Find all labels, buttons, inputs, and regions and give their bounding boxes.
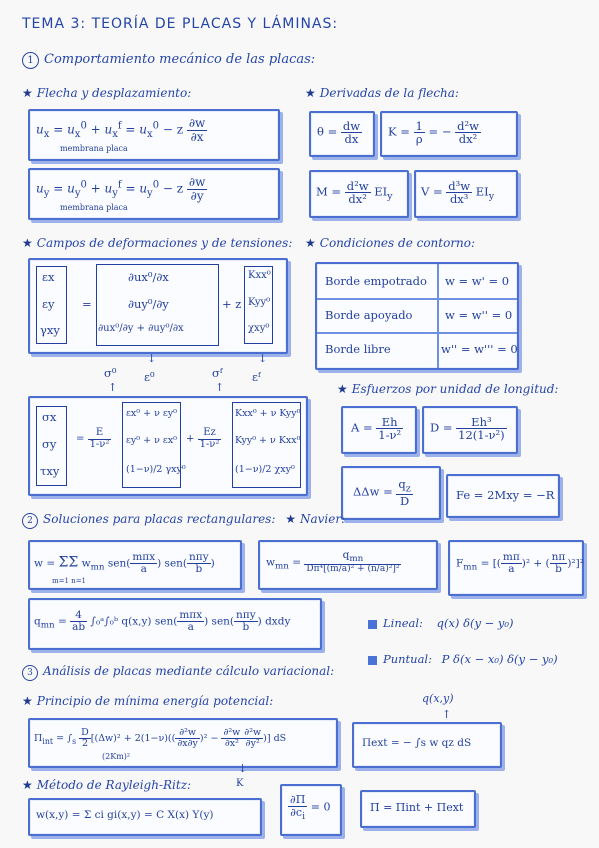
table-divider <box>317 298 517 300</box>
campos-heading <box>22 236 292 250</box>
sig-m-1: εx⁰ + ν εy⁰ <box>126 408 177 419</box>
derivadas-label: Derivadas de la flecha: <box>319 86 459 100</box>
stationary-box <box>280 784 342 836</box>
ptotal-box <box>360 790 476 828</box>
d-box <box>422 406 518 454</box>
flecha-label: Flecha y desplazamiento: <box>36 86 192 100</box>
sig-b-1: Kxx⁰ + ν Kyy⁰ <box>235 408 301 419</box>
biharmonic-equation: ΔΔw = $\frac{q_z}{D}$ <box>353 477 411 509</box>
w-series-equation: w = ΣΣ $w_{mn}$ sen( $\frac{\text{mπx}}{a}$ ) sen( $\frac{\text{nπy}}{b}$ ) <box>34 551 215 576</box>
biharmonic-box <box>341 466 441 520</box>
wmn-equation: $w_{mn}$ = $\frac{q_{mn}}{\text{Dπ⁴[(m/a)² + (n/a)²]²}}$ <box>266 549 400 575</box>
ptotal-equation: Π = Πint + Πext <box>370 801 464 814</box>
curv-yy: Kyy⁰ <box>248 297 271 308</box>
section-number-circle: 1 <box>22 52 39 69</box>
qmn-box <box>28 598 322 650</box>
curv-xy: χxy⁰ <box>248 323 270 334</box>
principio-heading <box>22 694 273 708</box>
label-sigma0: σ⁰ <box>104 366 117 380</box>
section-2-heading <box>22 512 345 529</box>
section-number-circle: 3 <box>22 665 38 681</box>
membrane-xy: ∂ux⁰/∂y + ∂uy⁰/∂x <box>98 323 184 334</box>
wmn-box <box>258 540 438 590</box>
puntual-load <box>368 652 558 666</box>
pint-subtitle: (2Km)² <box>102 752 131 761</box>
contorno-label: Condiciones de contorno: <box>319 236 476 250</box>
k-label: K <box>236 778 244 789</box>
label-epsf: εᶠ <box>252 370 261 384</box>
stress-eq-factor: = $\frac{E}{\text{1-ν²}}$ <box>76 427 110 450</box>
navier-label: Navier: <box>299 512 346 526</box>
fe-equation: Fe = 2Mxy = −R <box>456 488 555 502</box>
strain-field-box <box>28 258 288 354</box>
sig-b-2: Kyy⁰ + ν Kxx⁰ <box>235 435 301 446</box>
ux-subtitle: membrana placa <box>60 144 128 153</box>
bc-row-cond: w'' = w''' = 0 <box>441 342 518 356</box>
eps-y: εy <box>42 297 55 311</box>
flecha-heading <box>22 86 191 100</box>
stress-bending-factor: + $\frac{Ez}{\text{1-ν²}}$ <box>186 427 220 450</box>
bc-row-cond: w = w' = 0 <box>445 274 510 288</box>
arrow-down: ↓ <box>238 762 248 775</box>
load-label: q(x,y) <box>422 692 454 705</box>
gamma-xy: γxy <box>40 323 60 337</box>
table-divider <box>317 332 517 334</box>
section-1-heading <box>22 52 315 69</box>
label-sigmaf: σᶠ <box>212 366 223 380</box>
table-divider <box>437 264 439 368</box>
puntual-label: Puntual: <box>383 652 432 666</box>
w-series-box <box>28 540 242 590</box>
sig-b-3: (1−ν)/2 χxy⁰ <box>235 464 295 475</box>
fe-box <box>446 474 560 518</box>
equals-sign: = <box>82 297 92 311</box>
star-icon: ★ <box>337 382 348 396</box>
shear-box <box>414 170 518 218</box>
ritz-box <box>28 798 262 836</box>
bc-row-name: Borde apoyado <box>325 308 413 322</box>
moment-box <box>309 170 409 218</box>
k-equation: K = $\frac{1}{\rho}$ = − $\frac{\text{d²w}}{\text{dx²}}$ <box>388 119 479 147</box>
star-icon: ★ <box>22 778 33 792</box>
star-icon: ★ <box>285 512 296 526</box>
section-3-heading <box>22 664 334 681</box>
derivadas-heading <box>305 86 459 100</box>
bc-row-name: Borde libre <box>325 342 391 356</box>
star-icon: ★ <box>22 236 33 250</box>
membrane-xx: ∂ux⁰/∂x <box>128 270 169 284</box>
arrow-up: ↑ <box>215 381 225 394</box>
pext-equation: Πext = − ∫s w qz dS <box>362 737 472 749</box>
pint-equation: $\Pi_{int} = \int_s$ $\frac{D}{2}$ [(Δw)² + 2(1−ν)(( $\frac{\text{∂²w}}{\partial x\partial y}$ )² − $\frac{\text{∂²w}}{\text{∂x²}}$ $\frac{\text{∂²w}}{\text{∂y²}}$ )] dS <box>34 727 287 749</box>
a-box <box>341 406 417 454</box>
bc-row-cond: w = w'' = 0 <box>445 308 513 322</box>
pint-box <box>28 718 338 768</box>
ux-equation-box <box>28 109 280 161</box>
arrow-up: ↑ <box>108 381 118 394</box>
theta-box <box>309 111 375 157</box>
lineal-label: Lineal: <box>383 616 423 630</box>
campos-label: Campos de deformaciones y de tensiones: <box>36 236 293 250</box>
section-number-circle: 2 <box>22 513 38 529</box>
sig-m-2: εy⁰ + ν εx⁰ <box>126 435 177 446</box>
sigma-x: σx <box>42 410 57 424</box>
uy-equation: $u_y = u_y^0 + u_y^f = u_y^0 - z$ $\frac{\partial w}{\partial y}$ <box>36 175 206 203</box>
stationary-equation: $\frac{\partial\Pi}{\partial c_i}$ = 0 <box>290 793 331 822</box>
boundary-conditions-table <box>315 262 519 370</box>
arrow-down: ↓ <box>258 352 268 365</box>
moment-equation: M = $\frac{\text{d²w}}{\text{dx²}}$ $EI_y$ <box>316 179 393 207</box>
sigma-y: σy <box>42 437 57 451</box>
eps-x: εx <box>42 270 55 284</box>
stress-field-box <box>28 396 308 496</box>
page-title: TEMA 3: TEORÍA DE PLACAS Y LÁMINAS: <box>22 16 339 32</box>
square-bullet-icon <box>368 656 377 665</box>
lineal-equation: q(x) δ(y − y₀) <box>436 616 514 630</box>
ux-equation: $u_x = u_x^0 + u_x^f = u_x^0 - z$ $\frac{\partial w}{\partial x}$ <box>36 116 206 144</box>
tau-xy: τxy <box>40 464 60 478</box>
puntual-equation: P δ(x − x₀) δ(y − y₀) <box>441 652 558 666</box>
sig-m-3: (1−ν)/2 γxy⁰ <box>126 464 186 475</box>
contorno-heading <box>305 236 475 250</box>
star-icon: ★ <box>22 694 33 708</box>
fmn-box <box>448 540 584 596</box>
theta-equation: θ = $\frac{dw}{dx}$ <box>317 119 361 147</box>
bc-row-name: Borde empotrado <box>325 274 427 288</box>
arrow-down: ↓ <box>147 352 157 365</box>
rayleigh-heading <box>22 778 191 792</box>
k-box <box>380 111 518 157</box>
arrow-up: ↑ <box>442 708 452 721</box>
esfuerzos-heading <box>337 382 558 396</box>
star-icon: ★ <box>305 86 316 100</box>
plus-z: + z <box>222 297 242 311</box>
w-series-limits: m=1 n=1 <box>52 577 87 585</box>
principio-label: Principio de mínima energía potencial: <box>36 694 274 708</box>
label-eps0: ε⁰ <box>144 370 155 384</box>
section-3-title: Análisis de placas mediante cálculo variacional: <box>43 664 335 678</box>
uy-subtitle: membrana placa <box>60 203 128 212</box>
esfuerzos-label: Esfuerzos por unidad de longitud: <box>351 382 559 396</box>
membrane-yy: ∂uy⁰/∂y <box>128 297 169 311</box>
section-2-title: Soluciones para placas rectangulares: <box>43 512 276 526</box>
ritz-equation: w(x,y) = Σ ci gi(x,y) = C X(x) Y(y) <box>36 809 214 821</box>
lineal-load <box>368 616 514 630</box>
section-1-title: Comportamiento mecánico de las placas: <box>44 52 316 67</box>
shear-equation: V = $\frac{\text{d³w}}{\text{dx³}}$ $EI_y$ <box>421 179 495 207</box>
pext-box <box>352 722 502 768</box>
fmn-equation: $F_{mn}$ = [( $\frac{m\pi}{a}$ )² + ( $\frac{n\pi}{b}$ )²]² <box>456 551 584 576</box>
uy-equation-box <box>28 168 280 220</box>
star-icon: ★ <box>305 236 316 250</box>
d-equation: D = $\frac{\text{Eh³}}{\text{12(1-ν²)}}$ <box>430 415 505 443</box>
curv-xx: Kxx⁰ <box>248 270 271 281</box>
square-bullet-icon <box>368 620 377 629</box>
qmn-equation: $q_{mn}$ = $\frac{4}{ab}$ ∫₀ᵃ∫₀ᵇ q(x,y) sen( $\frac{\text{mπx}}{a}$ ) sen( $\frac{\text{nπy}}{b}$ ) dxdy <box>34 609 291 634</box>
a-equation: A = $\frac{Eh}{\text{1-ν²}}$ <box>351 415 402 443</box>
star-icon: ★ <box>22 86 33 100</box>
rayleigh-label: Método de Rayleigh-Ritz: <box>36 778 192 792</box>
